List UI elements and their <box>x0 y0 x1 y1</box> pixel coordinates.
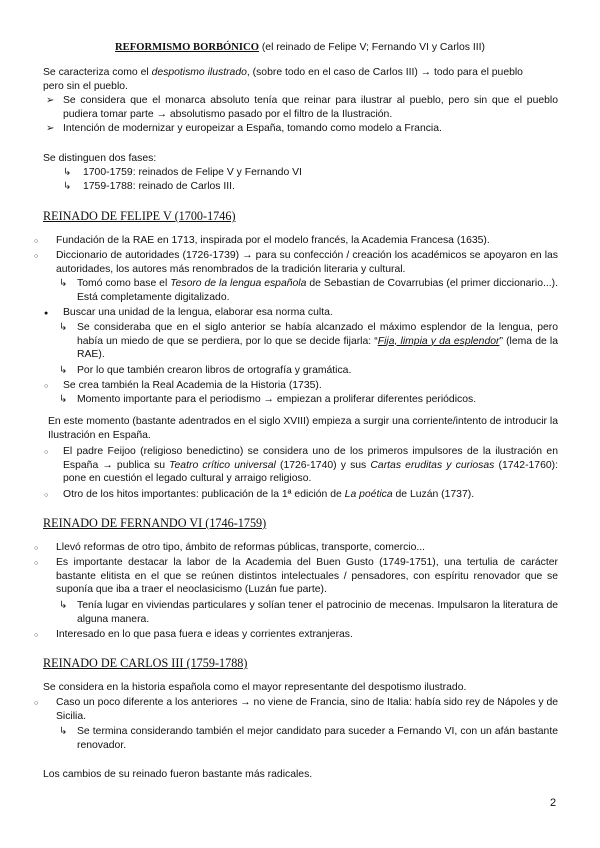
fernando-item-1: Llevó reformas de otro tipo, ámbito de reformas públicas, transporte, comercio... <box>56 542 426 553</box>
carlos-item-1: Caso un poco diferente a los anteriores → no viene de Francia, sino de Italia: había sido rey de Nápoles y de Sicilia. <box>56 697 558 722</box>
carlos-intro: Se considera en la historia española como el mayor representante del despotismo ilustrado. <box>43 682 467 693</box>
carlos-subitem-1a: Se termina considerando también el mejor candidato para suceder a Fernando VI, con un afán bastante renovador. <box>77 726 558 751</box>
fernando-subitem-2a: Tenía lugar en viviendas particulares y solían tener el patrocinio de mecenas. Impulsaron la literatura de alguna manera. <box>77 600 558 625</box>
return-arrow-icon: ↳ <box>63 181 72 192</box>
hollow-bullet-icon: ○ <box>34 238 39 245</box>
felipe-subitem-4a: Momento importante para el periodismo → empiezan a proliferar diferentes periódicos. <box>77 394 477 405</box>
arrowhead-icon: ➢ <box>46 95 55 106</box>
felipe-item-2: Diccionario de autoridades (1726-1739) → para su confección / creación los académicos se apoyaron en las autoridades, los autores más renombrados de la tradición literaria y cultural. <box>56 250 558 275</box>
heading-felipe: REINADO DE FELIPE V (1700-1746) <box>43 209 236 223</box>
hollow-bullet-icon: ○ <box>34 545 39 552</box>
title-rest: (el reinado de Felipe V; Fernando VI y Carlos III) <box>258 42 485 53</box>
subitem-text-2: ” (lema de la RAE). <box>77 335 558 361</box>
page-number: 2 <box>550 797 557 809</box>
hollow-bullet-icon: ○ <box>34 560 39 567</box>
book-title: La poética <box>344 489 393 500</box>
carlos-closing: Los cambios de su reinado fueron bastante más radicales. <box>43 769 313 780</box>
return-arrow-icon: ↳ <box>59 322 68 333</box>
item-text: Otro de los hitos importantes: publicación de la 1ª edición de <box>63 489 345 500</box>
fernando-item-3: Interesado en lo que pasa fuera e ideas y corrientes extranjeras. <box>56 629 353 640</box>
hollow-bullet-icon: ○ <box>34 253 39 260</box>
felipe-item-1: Fundación de la RAE en 1713, inspirada por el modelo francés, la Academia Francesa (1635). <box>56 235 490 246</box>
motto: Fija, limpia y da esplendor <box>377 335 500 347</box>
hollow-bullet-icon: ○ <box>44 492 49 499</box>
phases-label: Se distinguen dos fases: <box>43 153 157 164</box>
return-arrow-icon: ↳ <box>59 365 68 376</box>
hollow-bullet-icon: ○ <box>34 632 39 639</box>
phase-item-1: 1700-1759: reinados de Felipe V y Fernando VI <box>83 167 302 178</box>
subitem-text: Se consideraba que en el siglo anterior se había alcanzado el máximo esplendor de la lengua, pero había un miedo de que se perdiera, por lo que se decide fijarla: “ <box>77 322 558 347</box>
felipe-subitem-3b: Por lo que también crearon libros de ortografía y gramática. <box>77 365 352 376</box>
filled-bullet-icon: ● <box>44 310 49 317</box>
felipe-item-4: Se crea también la Real Academia de la Historia (1735). <box>63 380 322 391</box>
intro-text-2: , (sobre todo en el caso de Carlos III) → todo para el pueblo <box>246 67 523 78</box>
hollow-bullet-icon: ○ <box>34 700 39 707</box>
subitem-text-2: de Sebastian de Covarrubias (el primer diccionario...). Está completamente digitalizado. <box>77 278 558 303</box>
book-title: Tesoro de la lengua española <box>170 278 307 289</box>
item-text-2: de Luzán (1737). <box>392 489 475 500</box>
felipe-item-6 <box>63 488 558 502</box>
item-text-3: (1742-1760): pone en cuestión el legado cultural y arraigo religioso. <box>63 459 558 485</box>
intro-arrow-item-2: Intención de modernizar y europeizar a España, tomando como modelo a Francia. <box>63 123 442 134</box>
felipe-item-5 <box>63 445 558 486</box>
intro-text: Se caracteriza como el <box>43 67 152 78</box>
book-title-1: Teatro crítico universal <box>169 459 276 471</box>
phase-item-2: 1759-1788: reinado de Carlos III. <box>83 181 235 192</box>
intro-emphasis: despotismo ilustrado <box>151 67 247 78</box>
return-arrow-icon: ↳ <box>59 394 68 405</box>
heading-carlos: REINADO DE CARLOS III (1759-1788) <box>43 656 248 670</box>
page-title <box>0 41 600 55</box>
title-bold: REFORMISMO BORBÓNICO <box>115 42 259 53</box>
hollow-bullet-icon: ○ <box>44 449 49 456</box>
fernando-item-2: Es importante destacar la labor de la Academia del Buen Gusto (1749-1751), una tertulia de carácter bastante elitista en el que se reúnen distintos intelectuales / pensadores, con espíritu renovador que se suponía que iba a traer el neoclasicismo (Luzán fue parte). <box>56 557 558 596</box>
return-arrow-icon: ↳ <box>59 726 68 737</box>
felipe-subitem-2a <box>77 277 558 304</box>
subitem-text: Tomó como base el <box>77 278 171 289</box>
felipe-subitem-3a <box>77 321 558 362</box>
intro-arrow-item-1: Se considera que el monarca absoluto tenía que reinar para ilustrar al pueblo, pero sin que el pueblo pudiera tomar parte → absolutismo pasado por el filtro de la Ilustración. <box>63 95 558 120</box>
return-arrow-icon: ↳ <box>59 600 68 611</box>
item-text-2: (1726-1740) y sus <box>275 459 371 471</box>
felipe-item-3: Buscar una unidad de la lengua, elaborar esa norma culta. <box>63 307 333 318</box>
arrowhead-icon: ➢ <box>46 123 55 134</box>
return-arrow-icon: ↳ <box>63 167 72 178</box>
item-text: El padre Feijoo (religioso benedictino) se considera uno de los primeros impulsores de la ilustración en España → publica su <box>63 446 558 471</box>
return-arrow-icon: ↳ <box>59 278 68 289</box>
intro-text-3: pero sin el pueblo. <box>43 80 128 92</box>
heading-fernando: REINADO DE FERNANDO VI (1746-1759) <box>43 516 267 530</box>
intro-paragraph <box>43 66 558 93</box>
book-title-2: Cartas eruditas y curiosas <box>370 459 495 471</box>
hollow-bullet-icon: ○ <box>44 383 49 390</box>
felipe-paragraph: En este momento (bastante adentrados en el siglo XVIII) empieza a surgir una corriente/intento de introducir la Ilustración en España. <box>48 416 558 441</box>
